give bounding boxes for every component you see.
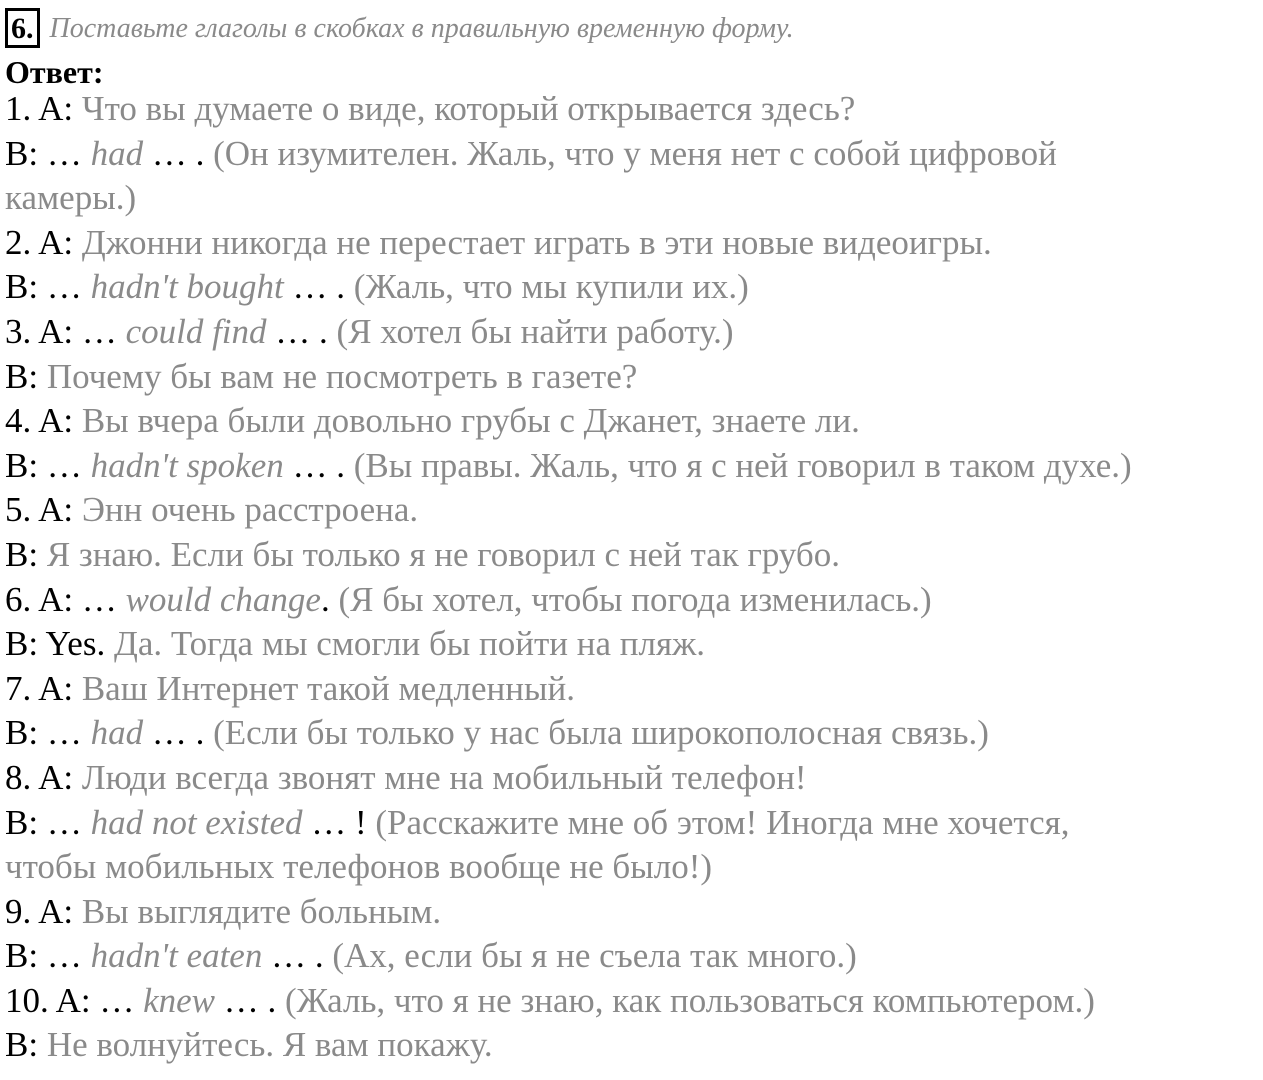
- item-number: 10.: [5, 980, 56, 1020]
- ellipsis-before: …: [46, 936, 91, 976]
- speaker-label: A:: [38, 89, 82, 128]
- speaker-label: A:: [38, 311, 82, 351]
- translation-text: Энн очень расстроена.: [81, 490, 419, 530]
- speaker-label: B:: [5, 267, 47, 307]
- translation-text: Вы вчера были довольно грубы с Джанет, знаете ли.: [81, 401, 860, 441]
- speaker-label: B:: [5, 624, 46, 664]
- answer-line: [5, 890, 1260, 935]
- answer-line: [5, 176, 1260, 221]
- item-number: 5.: [5, 490, 39, 530]
- translation-text: камеры.): [5, 178, 137, 218]
- speaker-label: A:: [38, 490, 82, 530]
- speaker-label: B:: [5, 936, 47, 976]
- item-number: 7.: [5, 668, 39, 708]
- translation-text: Что вы думаете о виде, который открывается здесь?: [81, 89, 856, 128]
- answer-line: [5, 265, 1260, 310]
- answer-line: [5, 310, 1260, 355]
- item-number: 9.: [5, 891, 39, 931]
- verb-answer: had: [90, 713, 144, 753]
- translation-text: (Я хотел бы найти работу.): [336, 311, 734, 351]
- speaker-label: B:: [5, 534, 47, 574]
- answer-label: Ответ:: [5, 54, 104, 90]
- ellipsis-before: …: [81, 311, 126, 351]
- answer-line: [5, 132, 1260, 177]
- ellipsis-before: …: [46, 713, 91, 753]
- speaker-label: A:: [38, 222, 82, 262]
- answer-line: [5, 979, 1260, 1024]
- translation-text: (Жаль, что я не знаю, как пользоваться компьютером.): [285, 980, 1095, 1020]
- translation-text: чтобы мобильных телефонов вообще не было!): [5, 847, 713, 887]
- translation-text: (Жаль, что мы купили их.): [353, 267, 749, 307]
- translation-text: (Вы правы. Жаль, что я с ней говорил в таком духе.): [353, 445, 1132, 485]
- answer-lines: [5, 87, 1260, 1068]
- answer-line: [5, 934, 1260, 979]
- ellipsis-before: Yes.: [45, 624, 114, 664]
- item-number: 3.: [5, 311, 39, 351]
- answer-line: [5, 845, 1260, 890]
- translation-text: Джонни никогда не перестает играть в эти новые видеоигры.: [81, 222, 992, 262]
- speaker-label: A:: [38, 579, 82, 619]
- item-number: 4.: [5, 401, 39, 441]
- answer-line: [5, 444, 1260, 489]
- ellipsis-before: …: [99, 980, 144, 1020]
- ellipsis-before: …: [81, 579, 126, 619]
- translation-text: Ваш Интернет такой медленный.: [81, 668, 576, 708]
- ellipsis-after: … .: [143, 713, 214, 753]
- ellipsis-before: …: [46, 133, 91, 173]
- verb-answer: hadn't bought: [90, 267, 284, 307]
- answer-line: [5, 578, 1260, 623]
- verb-answer: hadn't spoken: [90, 445, 284, 485]
- answer-line: [5, 801, 1260, 846]
- speaker-label: A:: [38, 757, 82, 797]
- verb-answer: had not existed: [90, 802, 303, 842]
- item-number: 6.: [5, 579, 39, 619]
- item-number: 1.: [5, 89, 39, 128]
- verb-answer: had: [90, 133, 144, 173]
- answer-line: [5, 711, 1260, 756]
- item-number: 2.: [5, 222, 39, 262]
- speaker-label: B:: [5, 356, 47, 396]
- speaker-label: A:: [55, 980, 100, 1020]
- speaker-label: B:: [5, 713, 47, 753]
- ellipsis-after: … .: [262, 936, 333, 976]
- speaker-label: B:: [5, 445, 47, 485]
- translation-text: (Если бы только у нас была широкополосная связь.): [213, 713, 989, 753]
- answer-line: [5, 756, 1260, 801]
- translation-text: Я знаю. Если бы только я не говорил с ней так грубо.: [46, 534, 840, 574]
- speaker-label: A:: [38, 668, 82, 708]
- translation-text: Почему бы вам не посмотреть в газете?: [46, 356, 638, 396]
- answer-line: [5, 355, 1260, 400]
- ellipsis-before: …: [46, 445, 91, 485]
- verb-answer: knew: [143, 980, 215, 1020]
- answer-line: [5, 221, 1260, 266]
- answer-line: [5, 87, 1260, 132]
- translation-text: (Он изумителен. Жаль, что у меня нет с собой цифровой: [213, 133, 1057, 173]
- translation-text: Вы выглядите больным.: [81, 891, 442, 931]
- speaker-label: A:: [38, 401, 82, 441]
- speaker-label: B:: [5, 1025, 47, 1065]
- task-header: [5, 0, 1260, 58]
- ellipsis-before: …: [46, 802, 91, 842]
- translation-text: (Расскажите мне об этом! Иногда мне хочется,: [375, 802, 1070, 842]
- answer-line: [5, 1023, 1260, 1068]
- ellipsis-before: …: [46, 267, 91, 307]
- task-instruction: Поставьте глаголы в скобках в правильную временную форму.: [49, 13, 794, 44]
- answer-line: [5, 622, 1260, 667]
- answer-line: [5, 399, 1260, 444]
- ellipsis-after: … !: [302, 802, 376, 842]
- verb-answer: could find: [125, 311, 267, 351]
- answer-line: [5, 533, 1260, 578]
- exercise-page: [5, 0, 1260, 1068]
- ellipsis-after: .: [320, 579, 339, 619]
- translation-text: (Ах, если бы я не съела так много.): [332, 936, 857, 976]
- ellipsis-after: … .: [143, 133, 214, 173]
- verb-answer: hadn't eaten: [90, 936, 263, 976]
- speaker-label: B:: [5, 133, 47, 173]
- translation-text: Не волнуйтесь. Я вам покажу.: [46, 1025, 493, 1065]
- ellipsis-after: … .: [215, 980, 285, 1020]
- speaker-label: A:: [38, 891, 82, 931]
- translation-text: Люди всегда звонят мне на мобильный телефон!: [81, 757, 807, 797]
- task-number-box: 6.: [5, 8, 40, 48]
- ellipsis-after: … .: [283, 445, 354, 485]
- speaker-label: B:: [5, 802, 47, 842]
- verb-answer: would change: [125, 579, 321, 619]
- translation-text: (Я бы хотел, чтобы погода изменилась.): [338, 579, 932, 619]
- translation-text: Да. Тогда мы смогли бы пойти на пляж.: [113, 624, 706, 664]
- item-number: 8.: [5, 757, 39, 797]
- answer-line: [5, 667, 1260, 712]
- ellipsis-after: … .: [266, 311, 337, 351]
- ellipsis-after: … .: [283, 267, 354, 307]
- answer-line: [5, 488, 1260, 533]
